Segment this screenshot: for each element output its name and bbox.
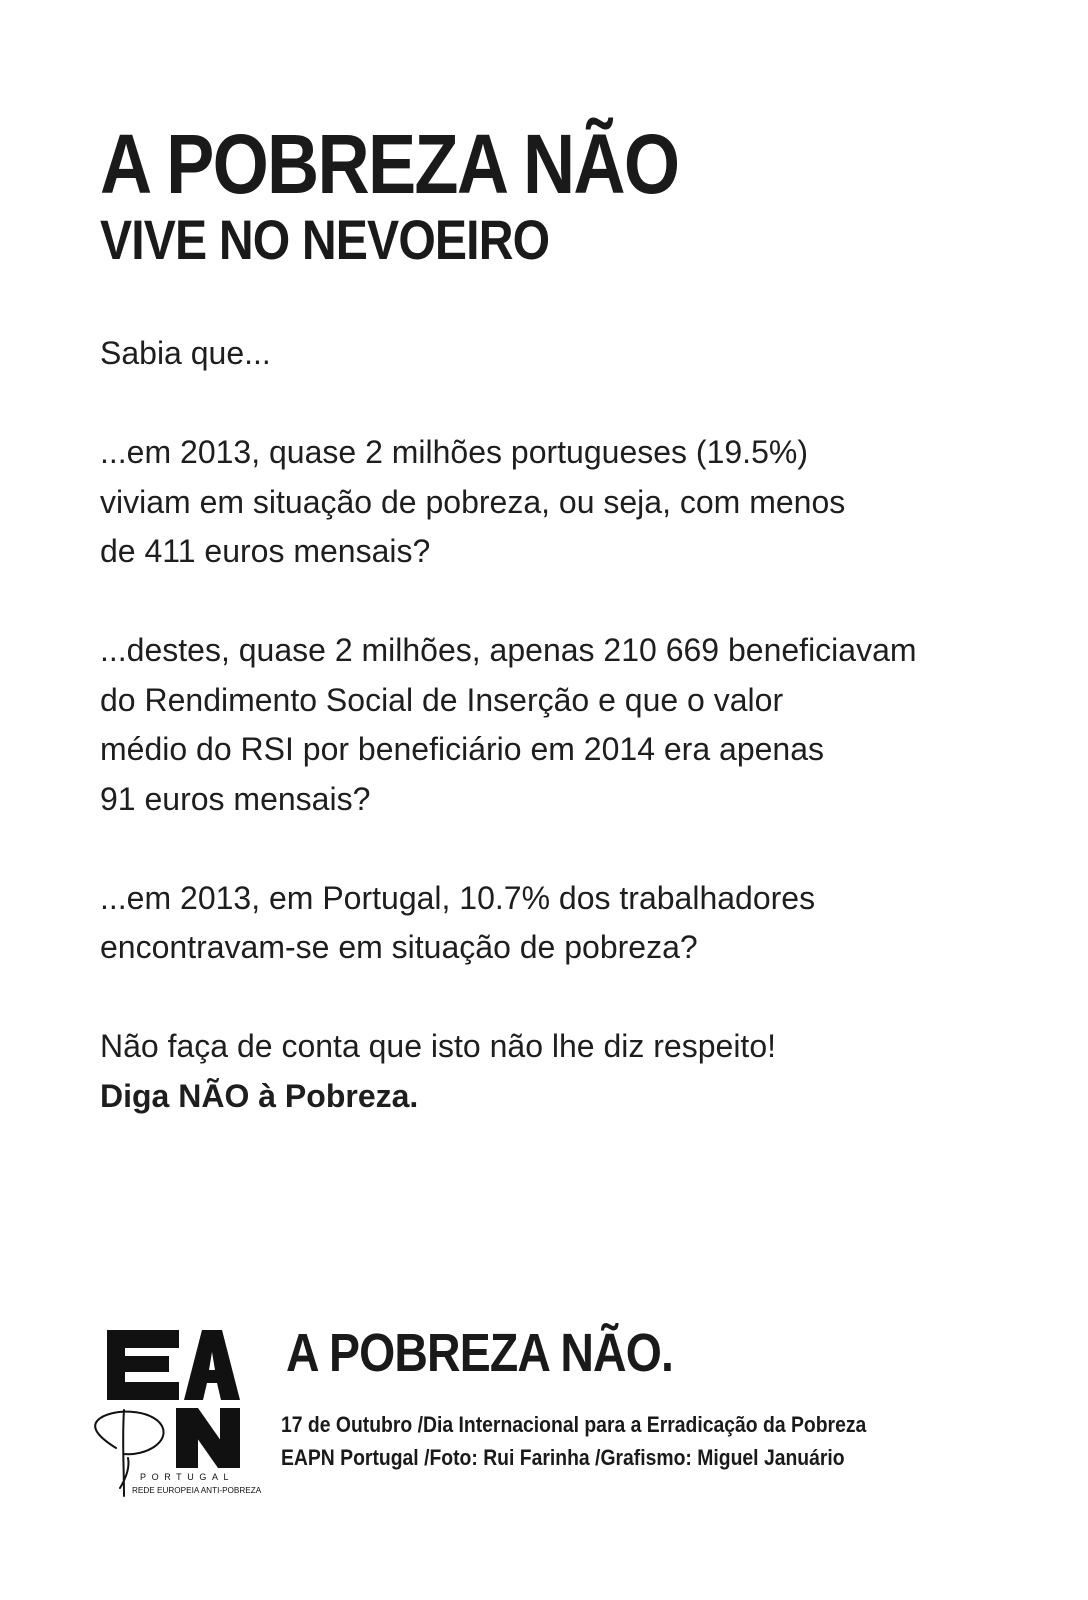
- closing-paragraph: [100, 1022, 1000, 1121]
- text-line: ...em 2013, em Portugal, 10.7% dos trabalhadores: [100, 879, 816, 916]
- text-line: encontravam-se em situação de pobreza?: [100, 929, 698, 965]
- logo-tagline: REDE EUROPEIA ANTI-POBREZA: [132, 1486, 262, 1495]
- logo-letter-e: [107, 1330, 179, 1400]
- credits-line-authors: EAPN Portugal /Foto: Rui Farinha /Grafismo: Miguel Januário: [281, 1445, 845, 1470]
- call-to-action: Diga NÃO à Pobreza.: [100, 1077, 419, 1114]
- footer-title: A POBREZA NÃO.: [286, 1323, 674, 1383]
- text-line: ...destes, quase 2 milhões, apenas 210 669 beneficiavam: [100, 632, 917, 668]
- logo-p-scribble: [95, 1410, 163, 1496]
- text-line: 91 euros mensais?: [100, 780, 371, 817]
- logo-letter-n: [176, 1408, 240, 1468]
- logo-letter-a: [184, 1330, 240, 1400]
- credits-line-date: 17 de Outubro /Dia Internacional para a Erradicação da Pobreza: [281, 1412, 867, 1437]
- fact-paragraph-2: [100, 626, 1000, 824]
- intro-text: Sabia que...: [100, 335, 271, 371]
- text-line: ...em 2013, quase 2 milhões portugueses (19.5%): [100, 434, 808, 470]
- body-text: [100, 329, 1000, 1121]
- subheadline: VIVE NO NEVOEIRO: [100, 208, 550, 271]
- fact-paragraph-3: [100, 874, 1000, 973]
- fact-paragraph-1: [100, 428, 1000, 577]
- eapn-logo: [80, 1328, 262, 1498]
- text-line: médio do RSI por beneficiário em 2014 era apenas: [100, 731, 824, 767]
- closing-text: Não faça de conta que isto não lhe diz respeito!: [100, 1028, 776, 1064]
- text-line: do Rendimento Social de Inserção e que o valor: [100, 681, 784, 718]
- text-line: de 411 euros mensais?: [100, 533, 431, 569]
- headline: A POBREZA NÃO: [100, 117, 679, 211]
- text-line: viviam em situação de pobreza, ou seja, com menos: [100, 483, 846, 520]
- logo-country: PORTUGAL: [140, 1472, 235, 1482]
- footer-credits: [281, 1408, 866, 1474]
